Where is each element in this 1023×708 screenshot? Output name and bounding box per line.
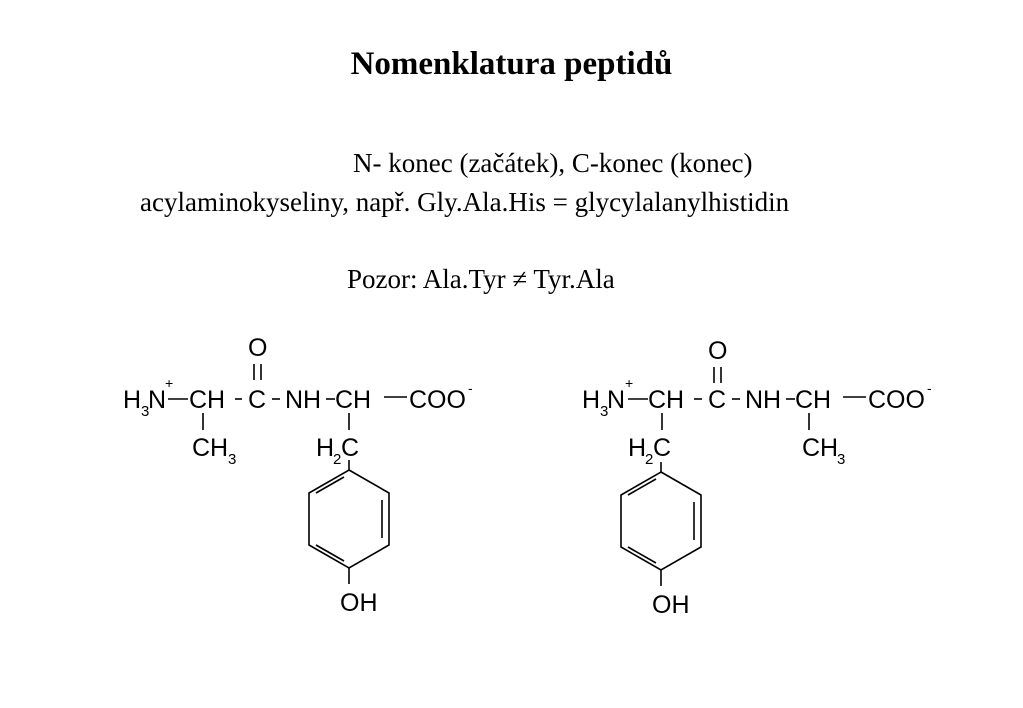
n-terminus-h: H bbox=[582, 386, 601, 414]
slide-title: Nomenklatura peptidů bbox=[350, 46, 673, 82]
n-terminus-n: N bbox=[607, 386, 626, 414]
carboxylate-charge: - bbox=[468, 380, 473, 396]
carbonyl-oxygen: O bbox=[248, 334, 268, 362]
side-chain-h2c-c: C bbox=[653, 434, 672, 462]
carbonyl-carbon: C bbox=[708, 386, 727, 414]
carboxylate: COO bbox=[868, 386, 925, 414]
side-chain-h2c-h: H bbox=[628, 434, 647, 462]
carbonyl-carbon: C bbox=[248, 386, 267, 414]
n-terminus-charge: + bbox=[625, 375, 634, 391]
side-chain-ch3-subscript: 3 bbox=[837, 451, 846, 468]
text-line-warning: Pozor: Ala.Tyr ≠ Tyr.Ala bbox=[347, 264, 615, 294]
side-chain-ch3-subscript: 3 bbox=[228, 451, 237, 468]
n-terminus-subscript: 3 bbox=[600, 403, 609, 420]
n-terminus-charge: + bbox=[165, 375, 174, 391]
side-chain-h2c-subscript: 2 bbox=[645, 451, 654, 468]
carboxylate: COO bbox=[409, 386, 466, 414]
carbonyl-oxygen: O bbox=[708, 337, 728, 365]
carboxylate-charge: - bbox=[927, 380, 932, 396]
amide-nh: NH bbox=[745, 386, 782, 414]
amide-nh: NH bbox=[285, 386, 322, 414]
n-terminus-subscript: 3 bbox=[141, 403, 150, 420]
alpha-carbon-2: CH bbox=[335, 386, 372, 414]
hydroxyl-oh: OH bbox=[652, 591, 690, 619]
n-terminus-h: H bbox=[123, 386, 142, 414]
side-chain-h2c-c: C bbox=[341, 434, 360, 462]
alpha-carbon-2: CH bbox=[795, 386, 832, 414]
n-terminus-n: N bbox=[148, 386, 167, 414]
side-chain-ch3: CH bbox=[192, 434, 229, 462]
text-line-example: acylaminokyseliny, např. Gly.Ala.His = glycylalanylhistidin bbox=[140, 187, 790, 217]
side-chain-h2c-h: H bbox=[316, 434, 335, 462]
side-chain-h2c-subscript: 2 bbox=[333, 451, 342, 468]
hydroxyl-oh: OH bbox=[340, 589, 378, 617]
side-chain-ch3: CH bbox=[802, 434, 839, 462]
alpha-carbon-1: CH bbox=[648, 386, 685, 414]
alpha-carbon-1: CH bbox=[189, 386, 226, 414]
text-line-termini: N- konec (začátek), C-konec (konec) bbox=[353, 148, 753, 178]
